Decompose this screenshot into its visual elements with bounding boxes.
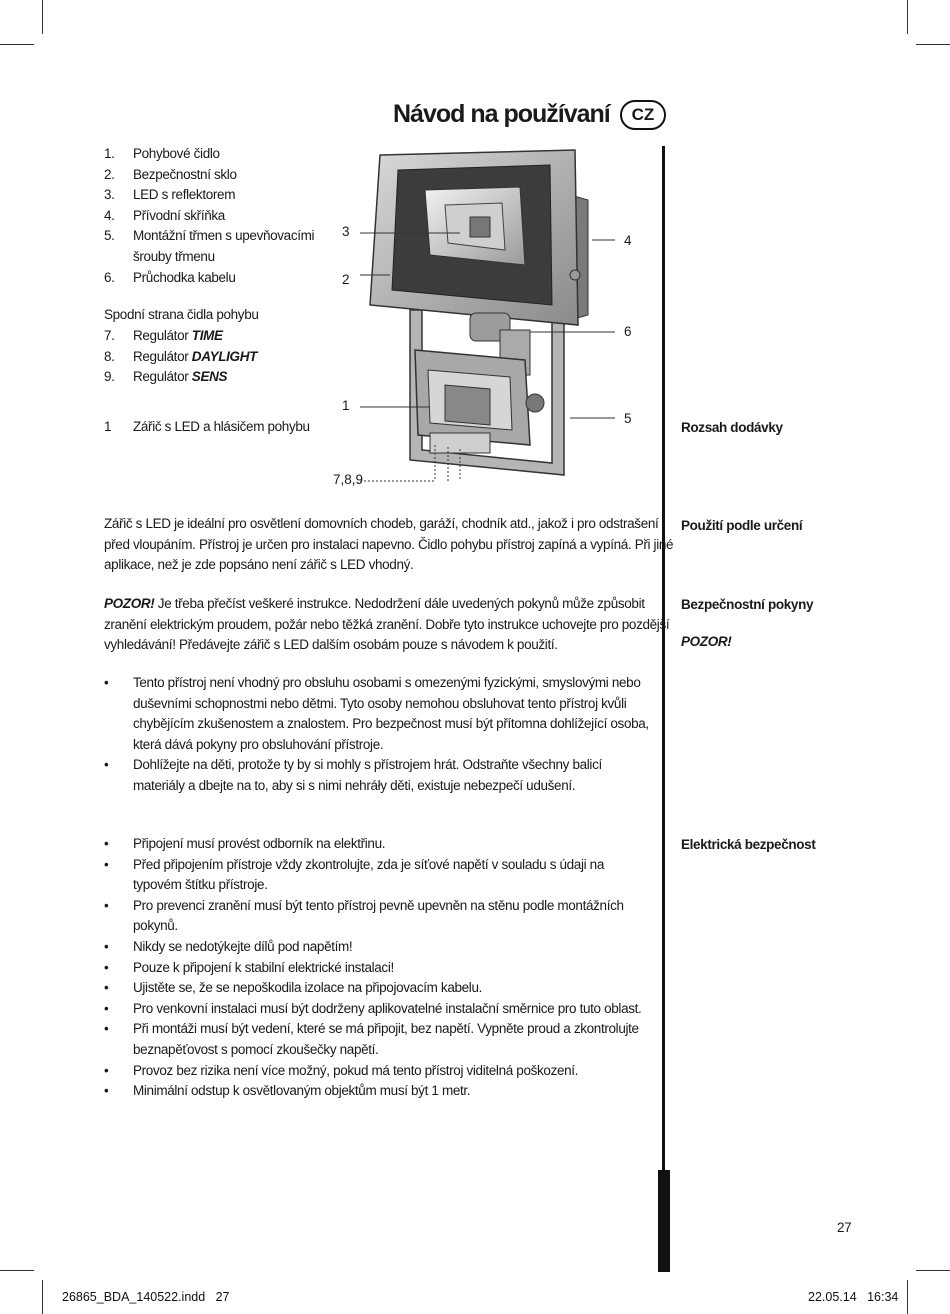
heading-intended-use: Použití podle určení — [681, 518, 803, 533]
language-badge: CZ — [620, 100, 666, 130]
intended-use-paragraph: Zářič s LED je ideální pro osvětlení domovních chodeb, garáží, chodník atd., jakož i pro odstrašení před vloupáním. Přístroj je určen pro instalaci napevno. Čidlo pohybu přístroj zapíná a vypíná. Při jiné aplikace, než je zde popsáno není zářič s LED vhodný. — [104, 516, 674, 573]
list-item: 8. Regulátor DAYLIGHT — [104, 348, 257, 364]
heading-warning: POZOR! — [681, 634, 732, 649]
callout-1: 1 — [342, 398, 350, 413]
list-item: • Ujistěte se, že se nepoškodila izolace na připojovacím kabelu. — [104, 978, 652, 999]
crop-mark — [42, 1280, 43, 1314]
electrical-bullets — [104, 834, 652, 1102]
callout-789: 7,8,9 — [333, 472, 364, 487]
crop-mark — [0, 44, 34, 45]
heading-electrical: Elektrická bezpečnost — [681, 837, 816, 852]
page-title: Návod na používaní — [393, 100, 610, 128]
crop-mark — [0, 1270, 34, 1271]
list-item: • Před připojením přístroje vždy zkontrolujte, zda je síťové napětí v souladu s údaji na typovém štítku přístroje. — [104, 855, 652, 896]
list-item: 3. LED s reflektorem — [104, 187, 236, 203]
crop-mark — [907, 0, 908, 34]
sensor-heading: Spodní strana čidla pohybu — [104, 307, 259, 322]
crop-mark — [916, 44, 950, 45]
list-item: • Nikdy se nedotýkejte dílů pod napětím! — [104, 937, 652, 958]
list-item: 4. Přívodní skříňka — [104, 207, 225, 223]
list-item: 6. Průchodka kabelu — [104, 269, 236, 285]
list-item: • Minimální odstup k osvětlovaným objektům musí být 1 metr. — [104, 1081, 652, 1102]
floodlight-illustration — [330, 145, 660, 490]
callout-3: 3 — [342, 224, 350, 239]
list-item: 7. Regulátor TIME — [104, 328, 223, 343]
safety-bullets — [104, 673, 652, 797]
heading-safety: Bezpečnostní pokyny — [681, 597, 814, 612]
warning-paragraph: POZOR! Je třeba přečíst veškeré instrukce. Nedodržení dále uvedených pokynů může způsobit zranění elektrickým proudem, požár nebo těžká zranění. Dobře tyto instrukce uchovejte pro pozdější vyhledávání! Předávejte zářič s LED dalším osobám pouze s návodem k použití. — [104, 596, 670, 653]
parts-list — [104, 144, 314, 288]
sensor-list — [104, 326, 257, 388]
page-number: 27 — [837, 1220, 852, 1235]
footer-date: 22.05.14 16:34 — [808, 1290, 899, 1304]
callout-5: 5 — [624, 411, 632, 426]
list-item: • Připojení musí provést odborník na elektřinu. — [104, 834, 652, 855]
list-item: • Při montáži musí být vedení, které se má připojit, bez napětí. Vypněte proud a zkontrolujte beznapěťovost s pomocí zkoušečky napětí. — [104, 1019, 652, 1060]
list-item: 5. Montážní třmen s upevňovacími — [104, 228, 315, 244]
callout-4: 4 — [624, 233, 632, 248]
list-item: • Dohlížejte na děti, protože ty by si mohly s přístrojem hrát. Odstraňte všechny balicí materiály a dbejte na to, aby si s nimi nehráły děti, existuje nebezpečí udušení. — [104, 755, 652, 796]
list-item: šrouby třmenu — [133, 248, 215, 264]
column-divider — [662, 146, 665, 1272]
list-item: 1. Pohybové čidlo — [104, 146, 220, 161]
heading-delivery: Rozsah dodávky — [681, 420, 783, 435]
list-item: • Provoz bez rizika není více možný, pokud má tento přístroj viditelná poškození. — [104, 1061, 652, 1082]
callout-6: 6 — [624, 324, 632, 339]
footer-file: 26865_BDA_140522.indd 27 — [62, 1290, 230, 1304]
list-item: • Pro prevenci zranění musí být tento přístroj pevně upevněn na stěnu podle montážních pokynů. — [104, 896, 652, 937]
list-item: • Pro venkovní instalaci musí být dodrženy aplikovatelné instalační směrnice pro tuto oblast. — [104, 999, 652, 1020]
delivery-item: 1 Zářič s LED a hlásičem pohybu — [104, 419, 310, 434]
crop-mark — [907, 1280, 908, 1314]
list-item: • Tento přístroj není vhodný pro obsluhu osobami s omezenými fyzickými, smyslovými nebo duševními schopnostmi nebo dětmi. Tyto osoby nemohou obsluhovat tento přístroj kvůli chybějícím zkušenostem a znalostem. Pro bezpečnost musí být přítomna dohlížející osoba, která dává pokyny pro obsluhování přístroje. — [104, 673, 652, 755]
list-item: 2. Bezpečnostní sklo — [104, 166, 237, 182]
list-item: • Pouze k připojení k stabilní elektrické instalaci! — [104, 958, 652, 979]
crop-mark — [42, 0, 43, 34]
crop-mark — [916, 1270, 950, 1271]
list-item: 9. Regulátor SENS — [104, 369, 228, 385]
column-divider-thick — [658, 1170, 670, 1272]
callout-2: 2 — [342, 272, 350, 287]
